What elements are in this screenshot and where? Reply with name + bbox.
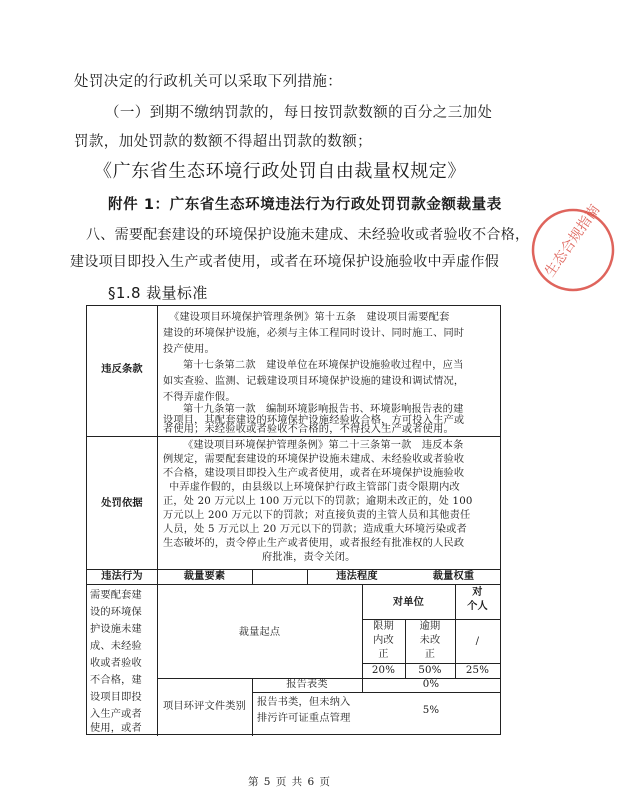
penalty-text: 《建设项目环境保护管理条例》第二十三条第一款 违反本条 bbox=[183, 440, 464, 451]
behavior-text: 不合格，建 bbox=[90, 675, 142, 686]
header-degree: 违法程度 bbox=[336, 571, 378, 582]
clause-text: 设项目，其配套建设的环境保护设施经验收合格，方可投入生产或 bbox=[163, 415, 465, 426]
section-heading: §1.8 裁量标准 bbox=[108, 284, 208, 302]
report-book-label: 排污许可证重点管理 bbox=[257, 713, 351, 724]
behavior-text: 成、未经验 bbox=[90, 641, 142, 652]
degree-label: 逾期 bbox=[419, 621, 441, 632]
penalty-text: 例规定，需要配套建设的环境保护设施未建成、未经验收或者验收 bbox=[163, 454, 465, 465]
degree-label: 未改 bbox=[419, 635, 441, 646]
weight-value: 25% bbox=[465, 665, 490, 676]
violation-heading-line: 建设项目即投入生产或者使用，或者在环境保护设施验收中弄虚作假 bbox=[70, 254, 499, 270]
violation-clause-label: 违反条款 bbox=[101, 364, 143, 375]
header-weight: 裁量权重 bbox=[432, 571, 475, 582]
behavior-text: 设项目即投 bbox=[90, 692, 142, 703]
penalty-basis-label: 处罚依据 bbox=[101, 498, 143, 509]
unit-label: 对单位 bbox=[392, 597, 425, 608]
degree-label: 正 bbox=[424, 649, 436, 660]
clause-text: 不得弄虚作假。 bbox=[163, 392, 236, 403]
behavior-text: 护设施未建 bbox=[90, 624, 142, 635]
degree-label: 正 bbox=[378, 649, 389, 660]
text-line: （一）到期不缴纳罚款的，每日按罚款数额的百分之三加处 bbox=[105, 105, 493, 121]
clause-text: 者使用；未经验收或者验收不合格的，不得投入生产或者使用。 bbox=[163, 424, 454, 435]
clause-text: 建设的环境保护设施，必须与主体工程同时设计、同时施工、同时 bbox=[163, 328, 465, 339]
red-seal-stamp bbox=[528, 201, 618, 295]
report-table-weight: 0% bbox=[422, 679, 440, 690]
svg-text:生态合规指南: 生态合规指南 bbox=[542, 201, 604, 280]
page-footer: 第 5 页 共 6 页 bbox=[247, 776, 332, 788]
person-label: 个人 bbox=[467, 601, 488, 612]
clause-text: 第十九条第一款 编制环境影响报告书、环境影响报告表的建 bbox=[183, 404, 464, 415]
penalty-text: 正，处 20 万元以上 100 万元以下的罚款；逾期未改正的，处 100 bbox=[163, 496, 473, 507]
behavior-text: 使用，或者 bbox=[90, 723, 142, 734]
degree-label: 限期 bbox=[373, 621, 394, 632]
penalty-text: 不合格，建设项目即投入生产或者使用，或者在环境保护设施验收 bbox=[163, 468, 465, 479]
clause-text: 第十七条第二款 建设单位在环境保护设施验收过程中，应当 bbox=[183, 360, 464, 371]
weight-value: 20% bbox=[371, 665, 396, 676]
degree-label: 内改 bbox=[373, 635, 394, 646]
start-point-label: 裁量起点 bbox=[238, 627, 281, 638]
penalty-text: 人员，处 5 万元以上 20 万元以下的罚款；造成重大环境污染或者 bbox=[163, 524, 467, 535]
clause-text: 投产使用。 bbox=[163, 344, 215, 355]
penalty-text: 生态破坏的，责令停止生产或者使用，或者报经有批准权的人民政 bbox=[163, 538, 465, 549]
report-book-weight: 5% bbox=[422, 705, 440, 716]
header-factor: 裁量要素 bbox=[183, 571, 226, 582]
report-table-label: 报告表类 bbox=[286, 679, 328, 690]
report-book-label: 报告书类，但未纳入 bbox=[257, 697, 351, 708]
penalty-table bbox=[86, 305, 501, 735]
text-line: 处罚决定的行政机关可以采取下列措施： bbox=[74, 74, 343, 90]
penalty-text: 中弄虚作假的，由县级以上环境保护行政主管部门责令限期内改 bbox=[169, 482, 460, 493]
violation-heading-line: 八、需要配套建设的环境保护设施未建成、未经验收或者验收不合格， bbox=[86, 227, 530, 243]
clause-text: 如实查验、监测、记载建设项目环境保护设施的建设和调试情况， bbox=[163, 376, 465, 387]
weight-value: 50% bbox=[418, 665, 442, 676]
not-applicable-slash: / bbox=[475, 636, 480, 647]
eia-category-label: 项目环评文件类别 bbox=[162, 701, 247, 712]
behavior-text: 需要配套建 bbox=[90, 590, 142, 601]
person-label: 对 bbox=[472, 587, 483, 598]
penalty-text: 万元以上 200 万元以下的罚款；对直接负责的主管人员和其他责任 bbox=[163, 510, 471, 521]
behavior-text: 收或者验收 bbox=[90, 658, 142, 669]
header-behavior: 违法行为 bbox=[101, 571, 143, 582]
text-line: 罚款，加处罚款的数额不得超出罚款的数额； bbox=[74, 134, 372, 150]
behavior-text: 入生产或者 bbox=[90, 709, 142, 720]
clause-text: 《建设项目环境保护管理条例》第十五条 建设项目需要配套 bbox=[169, 312, 450, 323]
law-title: 《广东省生态环境行政处罚自由裁量权规定》 bbox=[94, 161, 466, 182]
behavior-text: 设的环境保 bbox=[90, 607, 142, 618]
annex-heading: 附件 1：广东省生态环境违法行为行政处罚罚款金额裁量表 bbox=[108, 197, 502, 213]
penalty-text: 府批准，责令关闭。 bbox=[262, 552, 356, 563]
